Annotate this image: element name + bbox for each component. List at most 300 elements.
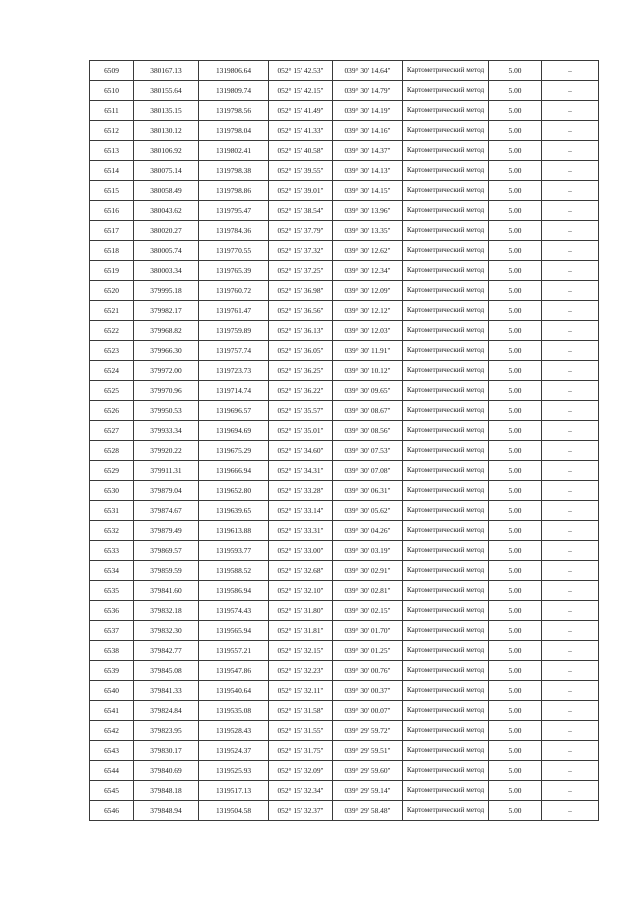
method-cell: Картометрический метод: [403, 201, 489, 221]
x-coordinate-cell: 379874.67: [134, 501, 199, 521]
point-number-cell: 6544: [90, 761, 134, 781]
longitude-cell: 039° 30' 08.67": [333, 401, 403, 421]
table-row: [90, 421, 599, 441]
x-coordinate-cell: 379824.84: [134, 701, 199, 721]
note-cell: –: [542, 701, 599, 721]
note-cell: –: [542, 741, 599, 761]
y-coordinate-cell: 1319574.43: [199, 601, 269, 621]
point-number-cell: 6538: [90, 641, 134, 661]
latitude-cell: 052° 15' 31.80": [269, 601, 333, 621]
latitude-cell: 052° 15' 32.15": [269, 641, 333, 661]
x-coordinate-cell: 380058.49: [134, 181, 199, 201]
table-row: [90, 321, 599, 341]
method-cell: Картометрический метод: [403, 521, 489, 541]
longitude-cell: 039° 29' 59.72": [333, 721, 403, 741]
x-coordinate-cell: 379911.31: [134, 461, 199, 481]
x-coordinate-cell: 379968.82: [134, 321, 199, 341]
table-row: [90, 741, 599, 761]
x-coordinate-cell: 379970.96: [134, 381, 199, 401]
latitude-cell: 052° 15' 41.33": [269, 121, 333, 141]
accuracy-cell: 5.00: [489, 761, 542, 781]
longitude-cell: 039° 30' 00.76": [333, 661, 403, 681]
table-row: [90, 721, 599, 741]
longitude-cell: 039° 30' 14.37": [333, 141, 403, 161]
note-cell: –: [542, 761, 599, 781]
point-number-cell: 6526: [90, 401, 134, 421]
table-row: [90, 801, 599, 821]
latitude-cell: 052° 15' 34.60": [269, 441, 333, 461]
point-number-cell: 6525: [90, 381, 134, 401]
table-row: [90, 601, 599, 621]
accuracy-cell: 5.00: [489, 61, 542, 81]
accuracy-cell: 5.00: [489, 121, 542, 141]
x-coordinate-cell: 380155.64: [134, 81, 199, 101]
x-coordinate-cell: 380167.13: [134, 61, 199, 81]
latitude-cell: 052° 15' 32.23": [269, 661, 333, 681]
accuracy-cell: 5.00: [489, 381, 542, 401]
latitude-cell: 052° 15' 39.01": [269, 181, 333, 201]
latitude-cell: 052° 15' 32.68": [269, 561, 333, 581]
x-coordinate-cell: 379840.69: [134, 761, 199, 781]
longitude-cell: 039° 30' 14.13": [333, 161, 403, 181]
table-row: [90, 181, 599, 201]
accuracy-cell: 5.00: [489, 541, 542, 561]
longitude-cell: 039° 30' 14.64": [333, 61, 403, 81]
method-cell: Картометрический метод: [403, 441, 489, 461]
note-cell: –: [542, 721, 599, 741]
note-cell: –: [542, 281, 599, 301]
method-cell: Картометрический метод: [403, 581, 489, 601]
method-cell: Картометрический метод: [403, 541, 489, 561]
note-cell: –: [542, 261, 599, 281]
table-row: [90, 501, 599, 521]
latitude-cell: 052° 15' 33.28": [269, 481, 333, 501]
method-cell: Картометрический метод: [403, 81, 489, 101]
latitude-cell: 052° 15' 31.58": [269, 701, 333, 721]
x-coordinate-cell: 380005.74: [134, 241, 199, 261]
longitude-cell: 039° 30' 06.31": [333, 481, 403, 501]
coordinates-table-body: [90, 61, 599, 821]
longitude-cell: 039° 30' 01.70": [333, 621, 403, 641]
x-coordinate-cell: 380020.27: [134, 221, 199, 241]
note-cell: –: [542, 521, 599, 541]
latitude-cell: 052° 15' 37.79": [269, 221, 333, 241]
y-coordinate-cell: 1319535.08: [199, 701, 269, 721]
table-row: [90, 61, 599, 81]
latitude-cell: 052° 15' 41.49": [269, 101, 333, 121]
x-coordinate-cell: 379982.17: [134, 301, 199, 321]
method-cell: Картометрический метод: [403, 121, 489, 141]
latitude-cell: 052° 15' 32.09": [269, 761, 333, 781]
table-row: [90, 661, 599, 681]
longitude-cell: 039° 30' 12.34": [333, 261, 403, 281]
x-coordinate-cell: 380003.34: [134, 261, 199, 281]
latitude-cell: 052° 15' 36.98": [269, 281, 333, 301]
longitude-cell: 039° 30' 07.53": [333, 441, 403, 461]
y-coordinate-cell: 1319759.89: [199, 321, 269, 341]
table-row: [90, 701, 599, 721]
y-coordinate-cell: 1319588.52: [199, 561, 269, 581]
accuracy-cell: 5.00: [489, 801, 542, 821]
x-coordinate-cell: 379972.00: [134, 361, 199, 381]
table-row: [90, 261, 599, 281]
y-coordinate-cell: 1319802.41: [199, 141, 269, 161]
point-number-cell: 6531: [90, 501, 134, 521]
longitude-cell: 039° 30' 08.56": [333, 421, 403, 441]
longitude-cell: 039° 30' 03.19": [333, 541, 403, 561]
y-coordinate-cell: 1319798.56: [199, 101, 269, 121]
latitude-cell: 052° 15' 37.25": [269, 261, 333, 281]
latitude-cell: 052° 15' 32.37": [269, 801, 333, 821]
latitude-cell: 052° 15' 33.00": [269, 541, 333, 561]
note-cell: –: [542, 541, 599, 561]
y-coordinate-cell: 1319504.58: [199, 801, 269, 821]
table-row: [90, 221, 599, 241]
point-number-cell: 6523: [90, 341, 134, 361]
method-cell: Картометрический метод: [403, 561, 489, 581]
accuracy-cell: 5.00: [489, 481, 542, 501]
longitude-cell: 039° 30' 02.15": [333, 601, 403, 621]
longitude-cell: 039° 30' 01.25": [333, 641, 403, 661]
longitude-cell: 039° 29' 59.14": [333, 781, 403, 801]
y-coordinate-cell: 1319524.37: [199, 741, 269, 761]
note-cell: –: [542, 681, 599, 701]
x-coordinate-cell: 379879.04: [134, 481, 199, 501]
method-cell: Картометрический метод: [403, 781, 489, 801]
note-cell: –: [542, 781, 599, 801]
y-coordinate-cell: 1319694.69: [199, 421, 269, 441]
y-coordinate-cell: 1319757.74: [199, 341, 269, 361]
table-row: [90, 441, 599, 461]
note-cell: –: [542, 221, 599, 241]
accuracy-cell: 5.00: [489, 141, 542, 161]
latitude-cell: 052° 15' 32.10": [269, 581, 333, 601]
point-number-cell: 6515: [90, 181, 134, 201]
x-coordinate-cell: 379841.60: [134, 581, 199, 601]
accuracy-cell: 5.00: [489, 321, 542, 341]
x-coordinate-cell: 379845.08: [134, 661, 199, 681]
point-number-cell: 6510: [90, 81, 134, 101]
longitude-cell: 039° 30' 14.16": [333, 121, 403, 141]
point-number-cell: 6521: [90, 301, 134, 321]
note-cell: –: [542, 461, 599, 481]
point-number-cell: 6528: [90, 441, 134, 461]
method-cell: Картометрический метод: [403, 681, 489, 701]
longitude-cell: 039° 30' 14.19": [333, 101, 403, 121]
latitude-cell: 052° 15' 36.05": [269, 341, 333, 361]
accuracy-cell: 5.00: [489, 421, 542, 441]
table-row: [90, 621, 599, 641]
table-row: [90, 81, 599, 101]
accuracy-cell: 5.00: [489, 261, 542, 281]
longitude-cell: 039° 30' 09.65": [333, 381, 403, 401]
latitude-cell: 052° 15' 39.55": [269, 161, 333, 181]
longitude-cell: 039° 30' 12.62": [333, 241, 403, 261]
x-coordinate-cell: 379848.94: [134, 801, 199, 821]
y-coordinate-cell: 1319675.29: [199, 441, 269, 461]
y-coordinate-cell: 1319795.47: [199, 201, 269, 221]
accuracy-cell: 5.00: [489, 621, 542, 641]
point-number-cell: 6517: [90, 221, 134, 241]
accuracy-cell: 5.00: [489, 281, 542, 301]
note-cell: –: [542, 641, 599, 661]
method-cell: Картометрический метод: [403, 421, 489, 441]
y-coordinate-cell: 1319765.39: [199, 261, 269, 281]
longitude-cell: 039° 30' 05.62": [333, 501, 403, 521]
accuracy-cell: 5.00: [489, 401, 542, 421]
longitude-cell: 039° 30' 12.12": [333, 301, 403, 321]
x-coordinate-cell: 379830.17: [134, 741, 199, 761]
point-number-cell: 6535: [90, 581, 134, 601]
point-number-cell: 6536: [90, 601, 134, 621]
point-number-cell: 6530: [90, 481, 134, 501]
y-coordinate-cell: 1319652.80: [199, 481, 269, 501]
point-number-cell: 6519: [90, 261, 134, 281]
point-number-cell: 6514: [90, 161, 134, 181]
x-coordinate-cell: 380043.62: [134, 201, 199, 221]
table-row: [90, 461, 599, 481]
latitude-cell: 052° 15' 36.22": [269, 381, 333, 401]
note-cell: –: [542, 321, 599, 341]
latitude-cell: 052° 15' 35.01": [269, 421, 333, 441]
longitude-cell: 039° 30' 11.91": [333, 341, 403, 361]
y-coordinate-cell: 1319798.86: [199, 181, 269, 201]
x-coordinate-cell: 379920.22: [134, 441, 199, 461]
point-number-cell: 6522: [90, 321, 134, 341]
y-coordinate-cell: 1319784.36: [199, 221, 269, 241]
method-cell: Картометрический метод: [403, 101, 489, 121]
y-coordinate-cell: 1319770.55: [199, 241, 269, 261]
longitude-cell: 039° 30' 00.37": [333, 681, 403, 701]
y-coordinate-cell: 1319714.74: [199, 381, 269, 401]
point-number-cell: 6540: [90, 681, 134, 701]
y-coordinate-cell: 1319528.43: [199, 721, 269, 741]
method-cell: Картометрический метод: [403, 701, 489, 721]
point-number-cell: 6532: [90, 521, 134, 541]
longitude-cell: 039° 30' 14.79": [333, 81, 403, 101]
accuracy-cell: 5.00: [489, 461, 542, 481]
point-number-cell: 6524: [90, 361, 134, 381]
table-row: [90, 641, 599, 661]
coordinates-table: [89, 60, 599, 821]
method-cell: Картометрический метод: [403, 261, 489, 281]
point-number-cell: 6513: [90, 141, 134, 161]
table-row: [90, 101, 599, 121]
accuracy-cell: 5.00: [489, 441, 542, 461]
method-cell: Картометрический метод: [403, 141, 489, 161]
table-row: [90, 241, 599, 261]
point-number-cell: 6545: [90, 781, 134, 801]
method-cell: Картометрический метод: [403, 401, 489, 421]
note-cell: –: [542, 401, 599, 421]
accuracy-cell: 5.00: [489, 101, 542, 121]
note-cell: –: [542, 61, 599, 81]
accuracy-cell: 5.00: [489, 661, 542, 681]
x-coordinate-cell: 379933.34: [134, 421, 199, 441]
latitude-cell: 052° 15' 32.34": [269, 781, 333, 801]
method-cell: Картометрический метод: [403, 621, 489, 641]
accuracy-cell: 5.00: [489, 561, 542, 581]
accuracy-cell: 5.00: [489, 501, 542, 521]
method-cell: Картометрический метод: [403, 361, 489, 381]
accuracy-cell: 5.00: [489, 701, 542, 721]
longitude-cell: 039° 30' 07.08": [333, 461, 403, 481]
accuracy-cell: 5.00: [489, 521, 542, 541]
note-cell: –: [542, 141, 599, 161]
latitude-cell: 052° 15' 31.81": [269, 621, 333, 641]
note-cell: –: [542, 801, 599, 821]
note-cell: –: [542, 561, 599, 581]
point-number-cell: 6537: [90, 621, 134, 641]
table-row: [90, 161, 599, 181]
method-cell: Картометрический метод: [403, 641, 489, 661]
note-cell: –: [542, 501, 599, 521]
note-cell: –: [542, 341, 599, 361]
accuracy-cell: 5.00: [489, 241, 542, 261]
note-cell: –: [542, 201, 599, 221]
latitude-cell: 052° 15' 32.11": [269, 681, 333, 701]
x-coordinate-cell: 379832.18: [134, 601, 199, 621]
method-cell: Картометрический метод: [403, 381, 489, 401]
note-cell: –: [542, 121, 599, 141]
x-coordinate-cell: 380075.14: [134, 161, 199, 181]
table-row: [90, 281, 599, 301]
point-number-cell: 6518: [90, 241, 134, 261]
method-cell: Картометрический метод: [403, 601, 489, 621]
latitude-cell: 052° 15' 36.13": [269, 321, 333, 341]
x-coordinate-cell: 379848.18: [134, 781, 199, 801]
longitude-cell: 039° 30' 13.35": [333, 221, 403, 241]
x-coordinate-cell: 379842.77: [134, 641, 199, 661]
accuracy-cell: 5.00: [489, 341, 542, 361]
note-cell: –: [542, 181, 599, 201]
longitude-cell: 039° 30' 12.09": [333, 281, 403, 301]
note-cell: –: [542, 661, 599, 681]
y-coordinate-cell: 1319517.13: [199, 781, 269, 801]
table-row: [90, 201, 599, 221]
point-number-cell: 6527: [90, 421, 134, 441]
note-cell: –: [542, 361, 599, 381]
y-coordinate-cell: 1319809.74: [199, 81, 269, 101]
note-cell: –: [542, 421, 599, 441]
note-cell: –: [542, 81, 599, 101]
latitude-cell: 052° 15' 38.54": [269, 201, 333, 221]
latitude-cell: 052° 15' 35.57": [269, 401, 333, 421]
y-coordinate-cell: 1319586.94: [199, 581, 269, 601]
method-cell: Картометрический метод: [403, 481, 489, 501]
x-coordinate-cell: 379966.30: [134, 341, 199, 361]
x-coordinate-cell: 379879.49: [134, 521, 199, 541]
method-cell: Картометрический метод: [403, 721, 489, 741]
note-cell: –: [542, 161, 599, 181]
method-cell: Картометрический метод: [403, 301, 489, 321]
longitude-cell: 039° 30' 14.15": [333, 181, 403, 201]
latitude-cell: 052° 15' 37.32": [269, 241, 333, 261]
accuracy-cell: 5.00: [489, 221, 542, 241]
y-coordinate-cell: 1319639.65: [199, 501, 269, 521]
note-cell: –: [542, 101, 599, 121]
note-cell: –: [542, 481, 599, 501]
method-cell: Картометрический метод: [403, 61, 489, 81]
table-row: [90, 781, 599, 801]
x-coordinate-cell: 379823.95: [134, 721, 199, 741]
accuracy-cell: 5.00: [489, 301, 542, 321]
method-cell: Картометрический метод: [403, 661, 489, 681]
table-row: [90, 121, 599, 141]
method-cell: Картометрический метод: [403, 161, 489, 181]
note-cell: –: [542, 381, 599, 401]
longitude-cell: 039° 29' 59.51": [333, 741, 403, 761]
point-number-cell: 6511: [90, 101, 134, 121]
table-row: [90, 681, 599, 701]
y-coordinate-cell: 1319760.72: [199, 281, 269, 301]
x-coordinate-cell: 380106.92: [134, 141, 199, 161]
point-number-cell: 6539: [90, 661, 134, 681]
point-number-cell: 6533: [90, 541, 134, 561]
method-cell: Картометрический метод: [403, 221, 489, 241]
point-number-cell: 6541: [90, 701, 134, 721]
accuracy-cell: 5.00: [489, 601, 542, 621]
y-coordinate-cell: 1319798.04: [199, 121, 269, 141]
latitude-cell: 052° 15' 36.25": [269, 361, 333, 381]
method-cell: Картометрический метод: [403, 741, 489, 761]
y-coordinate-cell: 1319593.77: [199, 541, 269, 561]
point-number-cell: 6516: [90, 201, 134, 221]
y-coordinate-cell: 1319557.21: [199, 641, 269, 661]
accuracy-cell: 5.00: [489, 681, 542, 701]
accuracy-cell: 5.00: [489, 361, 542, 381]
point-number-cell: 6512: [90, 121, 134, 141]
latitude-cell: 052° 15' 42.15": [269, 81, 333, 101]
longitude-cell: 039° 30' 02.91": [333, 561, 403, 581]
note-cell: –: [542, 621, 599, 641]
latitude-cell: 052° 15' 31.55": [269, 721, 333, 741]
y-coordinate-cell: 1319540.64: [199, 681, 269, 701]
latitude-cell: 052° 15' 42.53": [269, 61, 333, 81]
note-cell: –: [542, 581, 599, 601]
table-row: [90, 381, 599, 401]
latitude-cell: 052° 15' 40.58": [269, 141, 333, 161]
x-coordinate-cell: 379832.30: [134, 621, 199, 641]
method-cell: Картометрический метод: [403, 241, 489, 261]
accuracy-cell: 5.00: [489, 181, 542, 201]
y-coordinate-cell: 1319723.73: [199, 361, 269, 381]
latitude-cell: 052° 15' 31.75": [269, 741, 333, 761]
accuracy-cell: 5.00: [489, 781, 542, 801]
x-coordinate-cell: 380130.12: [134, 121, 199, 141]
y-coordinate-cell: 1319613.88: [199, 521, 269, 541]
method-cell: Картометрический метод: [403, 281, 489, 301]
y-coordinate-cell: 1319806.64: [199, 61, 269, 81]
accuracy-cell: 5.00: [489, 741, 542, 761]
accuracy-cell: 5.00: [489, 721, 542, 741]
x-coordinate-cell: 379859.59: [134, 561, 199, 581]
method-cell: Картометрический метод: [403, 801, 489, 821]
point-number-cell: 6529: [90, 461, 134, 481]
y-coordinate-cell: 1319666.94: [199, 461, 269, 481]
x-coordinate-cell: 379869.57: [134, 541, 199, 561]
table-row: [90, 361, 599, 381]
method-cell: Картометрический метод: [403, 501, 489, 521]
note-cell: –: [542, 441, 599, 461]
accuracy-cell: 5.00: [489, 81, 542, 101]
longitude-cell: 039° 30' 04.26": [333, 521, 403, 541]
table-row: [90, 481, 599, 501]
table-row: [90, 761, 599, 781]
longitude-cell: 039° 30' 13.96": [333, 201, 403, 221]
table-row: [90, 141, 599, 161]
method-cell: Картометрический метод: [403, 761, 489, 781]
